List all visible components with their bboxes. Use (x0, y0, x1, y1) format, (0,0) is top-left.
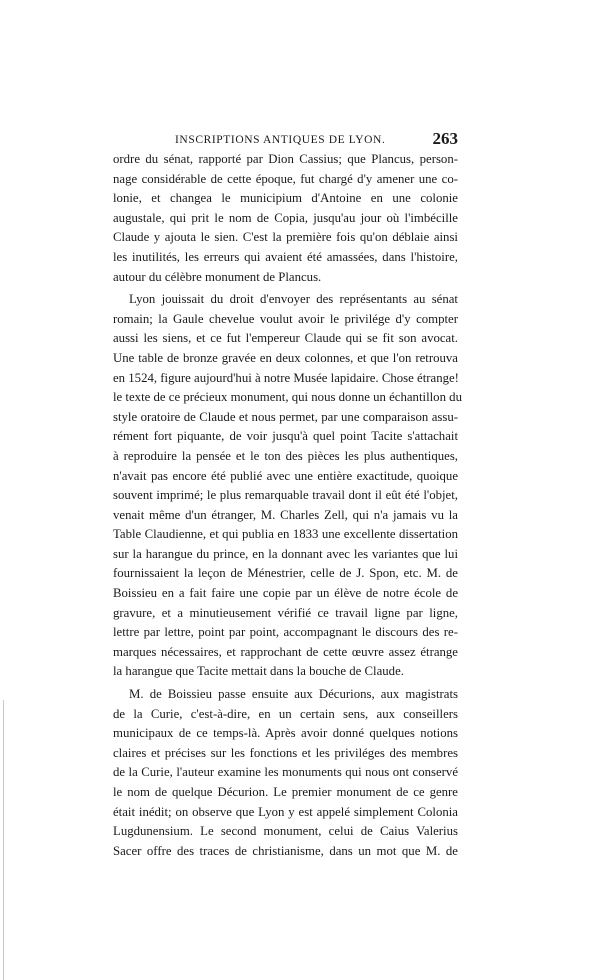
text-line: ordre du sénat, rapporté par Dion Cassius; que Plancus, person- (113, 152, 458, 166)
paragraph-3 (113, 685, 458, 861)
text-line: la harangue que Tacite mettait dans la bouche de Claude. (113, 664, 404, 679)
text-line: M. de Boissieu passe ensuite aux Décurions, aux magistrats (129, 687, 458, 702)
body-text (113, 150, 462, 861)
text-line: était inédit; on observe que Lyon y est appelé simplement Colonia (113, 804, 458, 819)
text-line: fournissaient la leçon de Ménestrier, celle de J. Spon, etc. M. de (113, 566, 458, 581)
text-line: à reproduire la pensée et le ton des pièces les plus authentiques, (113, 448, 458, 463)
paragraph-1 (113, 150, 458, 287)
text-line: aussi les siens, et ce fut l'empereur Claude qui se fit son avocat. (113, 331, 458, 346)
text-line: rément fort piquante, de voir jusqu'à quel point Tacite s'attachait (113, 429, 458, 444)
text-line: nage considérable de cette époque, fut chargé d'y amener une co- (113, 171, 458, 186)
text-line: municipaux de ce temps-là. Après avoir donné quelques notions (113, 726, 458, 741)
running-title: INSCRIPTIONS ANTIQUES DE LYON. (175, 134, 386, 146)
running-header (113, 128, 458, 150)
text-line: lettre par lettre, point par point, accompagnant le discours des re- (113, 625, 458, 640)
text-line: romain; la Gaule chevelue voulut avoir le privilége d'y compter (113, 311, 458, 326)
text-line: venait même d'un étranger, M. Charles Zell, qui n'a jamais vu la (113, 507, 458, 522)
text-line: Une table de bronze gravée en deux colonnes, et que l'on retrouva (113, 350, 458, 365)
paragraph-2 (113, 290, 462, 682)
text-line: Sacer offre des traces de christianisme, dans un mot que M. de (113, 843, 458, 858)
text-line: Boissieu en a fait faire une copie par un élève de notre école de (113, 586, 458, 601)
text-line: style oratoire de Claude et nous permet, par une comparaison assu- (113, 409, 458, 424)
text-line: le nom de quelque Décurion. Le premier monument de ce genre (113, 785, 458, 799)
text-line: gravure, et a minutieusement vérifié ce travail ligne par ligne, (113, 605, 458, 620)
text-line: augustale, qui prit le nom de Copia, jusqu'au jour où l'imbécille (113, 210, 458, 225)
text-line: les inutilités, les erreurs qui avaient été amassées, dans l'histoire, (113, 249, 458, 264)
text-line: Lyon jouissait du droit d'envoyer des représentants au sénat (129, 292, 458, 307)
text-line: marques nécessaires, et rapprochant de cette œuvre assez étrange (113, 644, 458, 659)
text-line: n'avait pas encore été publié avec une entière exactitude, quoique (113, 468, 458, 483)
text-line: sur la harangue du prince, en la donnant avec les variantes que lui (113, 546, 458, 561)
text-line: souvent imprimé; le plus remarquable travail dont il eût été l'objet, (113, 488, 458, 503)
text-line: autour du célèbre monument de Plancus. (113, 269, 322, 284)
text-line: Lugdunensium. Le second monument, celui de Caius Valerius (113, 824, 458, 839)
text-line: Claude y ajouta le sien. C'est la première fois qu'on déblaie ainsi (113, 230, 458, 245)
margin-rule (3, 700, 4, 980)
book-page (113, 128, 462, 861)
text-line: le texte de ce précieux monument, qui nous donne un échantillon du (113, 390, 462, 405)
text-line: de la Curie, l'auteur examine les monuments qui nous ont conservé (113, 765, 458, 780)
text-line: en 1524, figure aujourd'hui à notre Musée lapidaire. Chose étrange! (113, 370, 459, 385)
text-line: de la Curie, c'est-à-dire, en un certain sens, aux conseillers (113, 706, 458, 721)
page-number: 263 (432, 129, 458, 148)
text-line: lonie, et changea le municipium d'Antoine en une colonie (113, 191, 458, 206)
text-line: Table Claudienne, et qui publia en 1833 une excellente dissertation (113, 527, 458, 542)
text-line: claires et précises sur les fonctions et les priviléges des membres (113, 745, 458, 760)
